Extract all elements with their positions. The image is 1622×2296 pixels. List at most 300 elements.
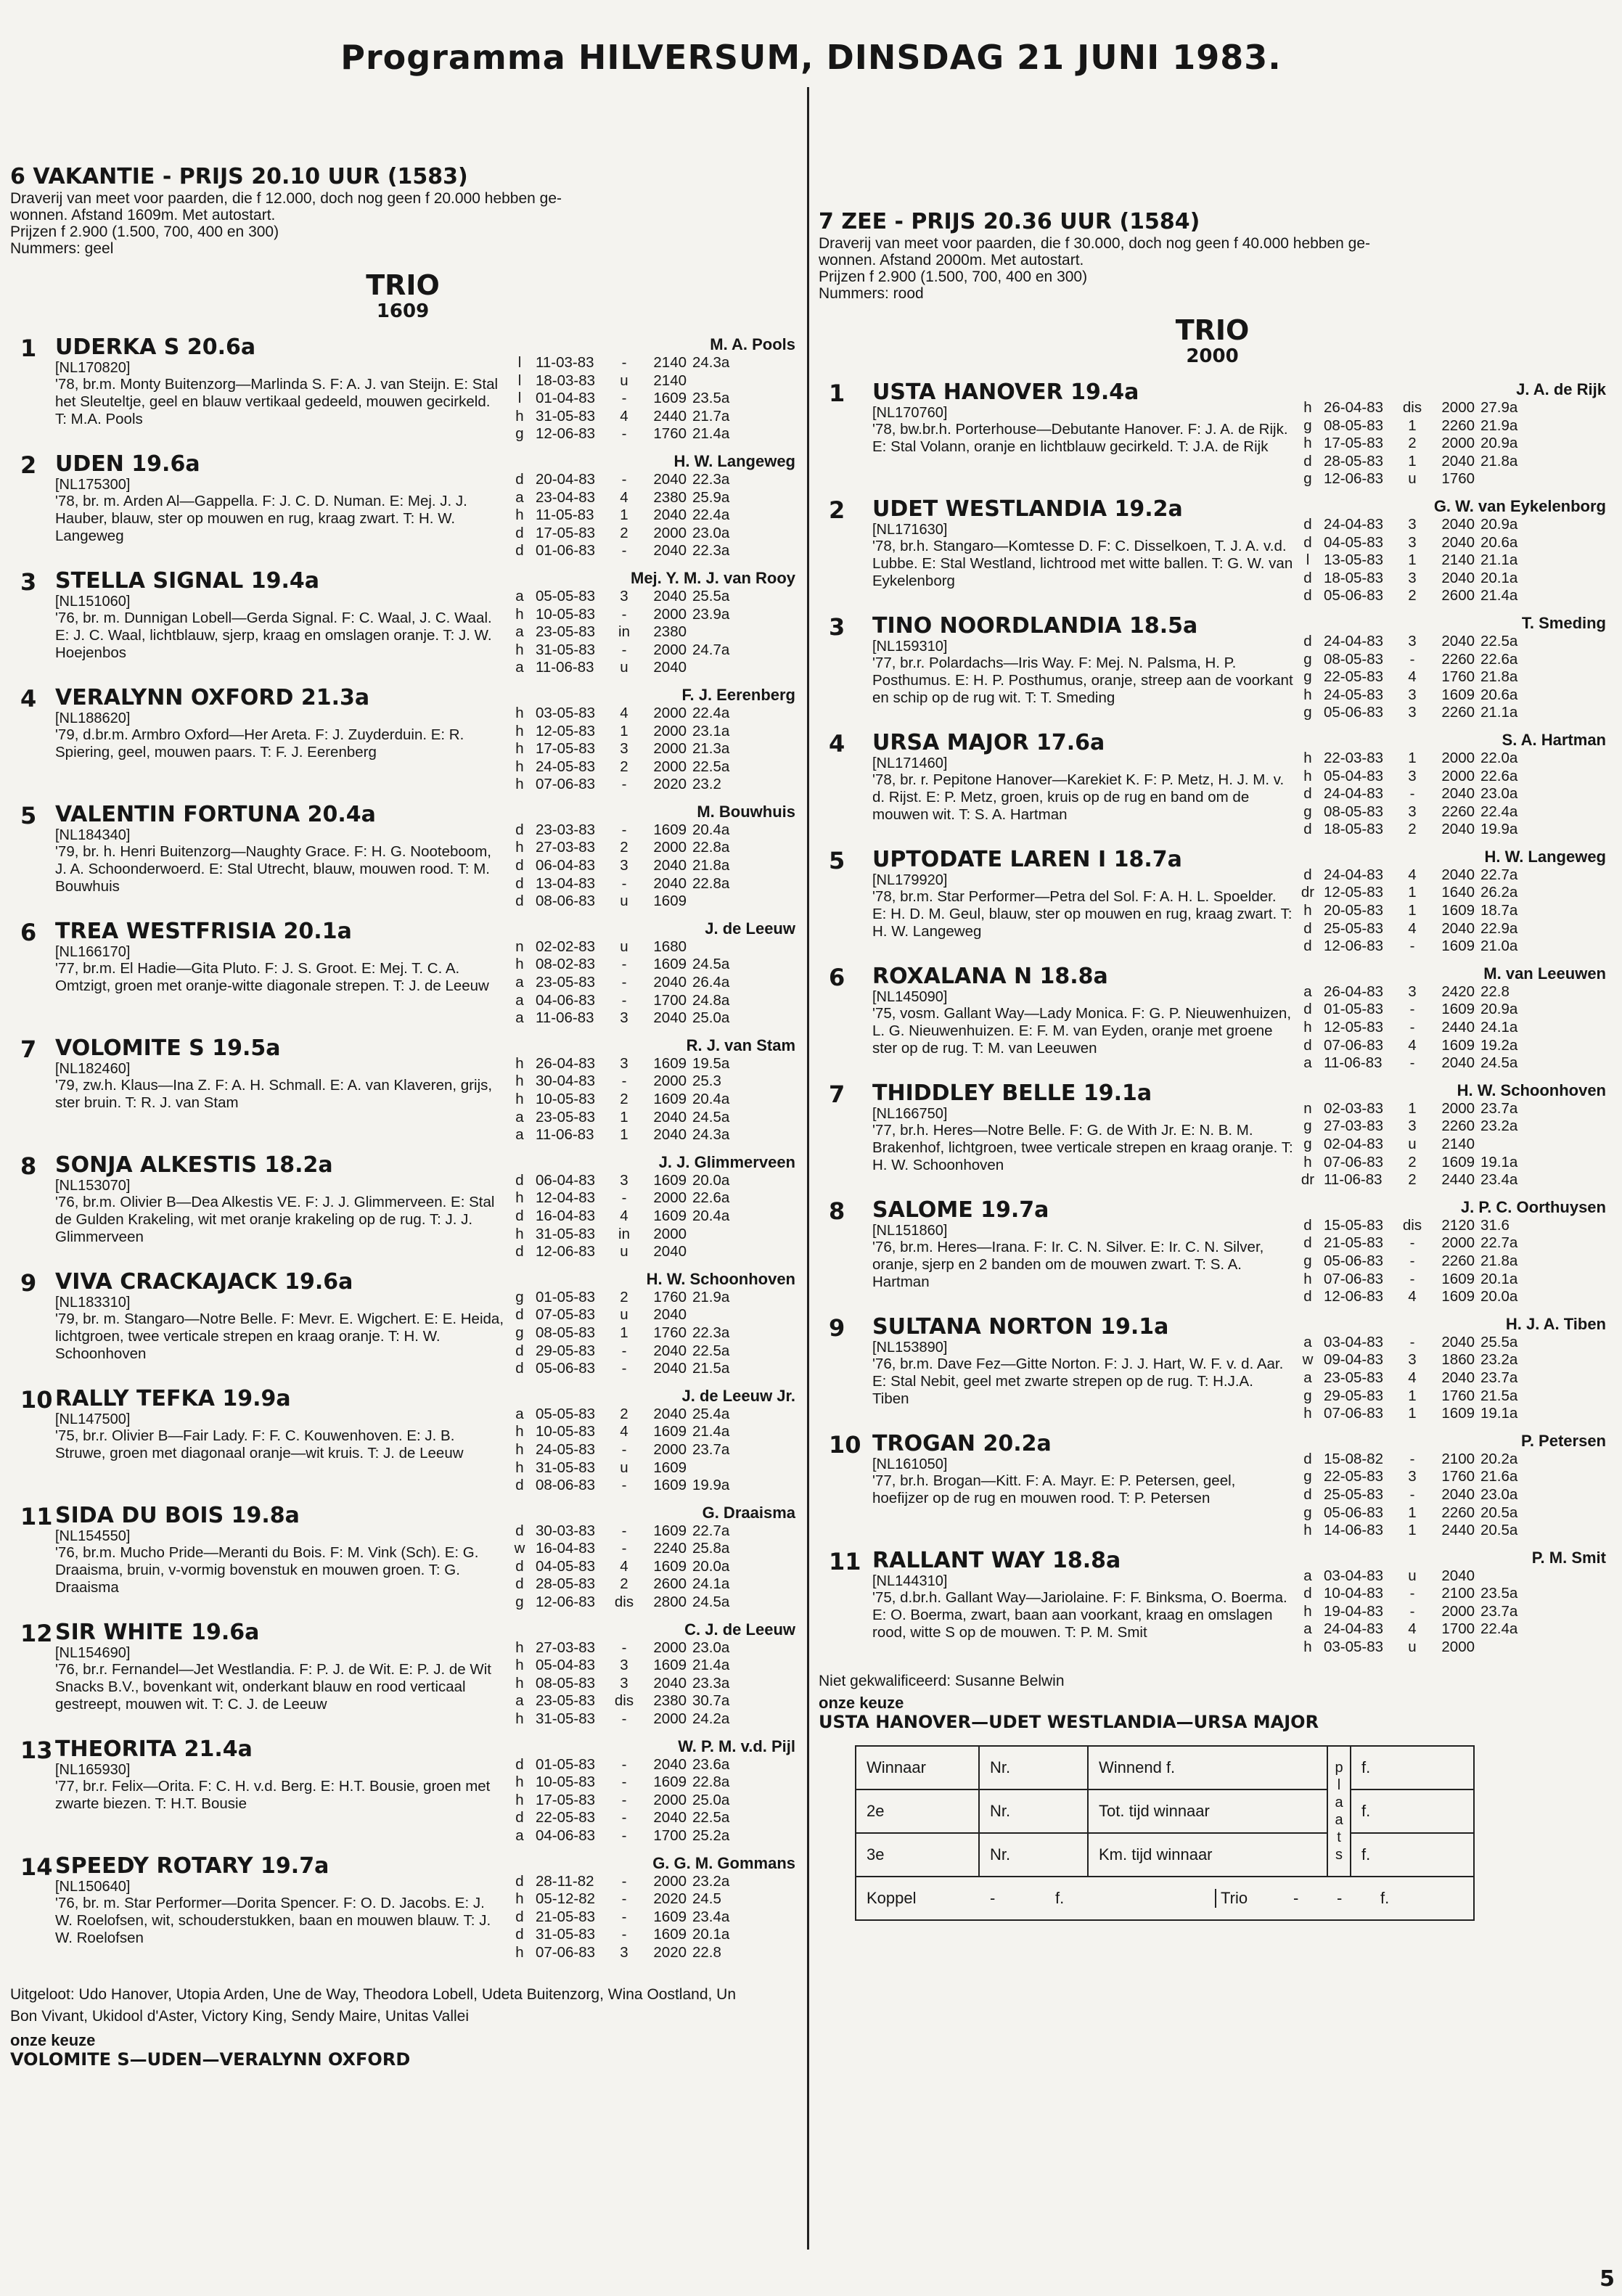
- result-track-code: d: [1303, 1001, 1312, 1018]
- horse-name: THIDDLEY BELLE 19.1a: [872, 1080, 1152, 1106]
- result-placing: 2: [620, 1405, 628, 1422]
- horse-info: [872, 1073, 1293, 1189]
- result-row: [509, 1792, 749, 1810]
- result-distance: 2440: [1441, 1522, 1475, 1539]
- results-table: [509, 1756, 749, 1845]
- result-track-code: h: [515, 956, 524, 973]
- horse-entry: [10, 794, 795, 911]
- result-distance: 1609: [653, 1171, 687, 1189]
- horse-name: UPTODATE LAREN I 18.7a: [872, 846, 1182, 872]
- result-placing: 4: [620, 407, 628, 425]
- result-time: 22.8a: [692, 1774, 730, 1791]
- form-plaats-letter: p: [1335, 1759, 1343, 1776]
- result-track-code: h: [515, 704, 524, 721]
- horse-info: [55, 1845, 505, 1962]
- horse-number: 12: [20, 1619, 53, 1647]
- horse-info: [872, 839, 1293, 956]
- result-distance: 2040: [1441, 866, 1475, 883]
- result-race-date: 23-05-83: [536, 1692, 596, 1710]
- result-row: [509, 1243, 749, 1261]
- horse-trainer: J. P. C. Oorthuysen: [1460, 1197, 1606, 1216]
- result-row: [1298, 686, 1537, 705]
- horse-trainer: J. de Leeuw Jr.: [681, 1386, 795, 1405]
- result-track-code: h: [515, 1943, 524, 1961]
- result-time: 22.9a: [1480, 919, 1518, 937]
- form-f-label: f.: [1380, 1888, 1390, 1907]
- result-distance: 2000: [1441, 1099, 1475, 1117]
- result-time: 23.4a: [692, 1908, 730, 1925]
- horse-number: 5: [829, 846, 845, 874]
- horse-results: [1293, 1423, 1606, 1540]
- result-race-date: 12-06-83: [536, 1243, 596, 1260]
- result-distance: 1609: [653, 1091, 687, 1107]
- result-placing: -: [621, 874, 627, 892]
- result-track-code: h: [515, 641, 524, 658]
- result-race-date: 10-05-83: [536, 605, 596, 623]
- result-row: [1298, 1567, 1537, 1586]
- result-time: 22.8: [1480, 983, 1510, 1000]
- result-track-code: a: [515, 623, 524, 641]
- result-row: [1298, 435, 1537, 453]
- result-race-date: 05-04-83: [1324, 767, 1384, 784]
- result-race-date: 30-03-83: [536, 1522, 596, 1539]
- result-row: [509, 1441, 749, 1459]
- result-track-code: h: [1303, 1405, 1312, 1422]
- results-table: [1298, 1567, 1537, 1657]
- result-race-date: 25-05-83: [1324, 1485, 1384, 1503]
- result-distance: 1609: [653, 1926, 687, 1943]
- result-placing: dis: [614, 1594, 634, 1611]
- horse-results: [505, 677, 795, 794]
- horse-number: 8: [20, 1152, 37, 1180]
- result-race-date: 15-05-83: [1324, 1216, 1384, 1234]
- result-track-code: d: [1303, 1288, 1312, 1305]
- result-track-code: n: [515, 938, 524, 955]
- race-description-line: Nummers: rood: [819, 285, 924, 302]
- result-row: [509, 1360, 749, 1378]
- result-row: [1298, 1171, 1537, 1189]
- result-distance: 2140: [653, 372, 687, 389]
- result-distance: 1609: [1441, 1270, 1475, 1287]
- race-description-line: Prijzen f 2.900 (1.500, 700, 400 en 300): [819, 268, 1088, 285]
- horse-info: [55, 560, 505, 677]
- result-time: 19.2a: [1480, 1036, 1518, 1054]
- horse-registration: [NL151860]: [872, 1222, 948, 1239]
- result-track-code: a: [1303, 1054, 1312, 1072]
- results-table: [509, 938, 749, 1028]
- form-tweede-label: 2e: [856, 1789, 979, 1833]
- result-distance: 2020: [653, 776, 687, 793]
- result-distance: 2040: [653, 470, 687, 488]
- result-distance: 1609: [653, 1054, 687, 1072]
- result-placing: -: [621, 1477, 627, 1494]
- horse-registration: [NL165930]: [55, 1761, 131, 1778]
- result-distance: 2100: [1441, 1450, 1475, 1467]
- result-track-code: g: [1303, 1118, 1312, 1135]
- horse-number: 6: [829, 963, 845, 991]
- result-track-code: h: [1303, 435, 1312, 452]
- result-placing: 2: [620, 1288, 628, 1305]
- result-track-code: d: [515, 1755, 524, 1773]
- result-track-code: h: [515, 1073, 524, 1090]
- result-distance: 1609: [653, 1459, 687, 1476]
- horse-number: 8: [829, 1197, 845, 1225]
- result-distance: 1609: [1441, 1288, 1475, 1305]
- result-row: [1298, 1271, 1537, 1289]
- result-race-date: 24-04-83: [1324, 515, 1384, 533]
- result-placing: -: [621, 1522, 627, 1539]
- result-row: [509, 1944, 749, 1962]
- result-distance: 1609: [653, 1774, 687, 1791]
- result-row: [1298, 920, 1537, 938]
- result-race-date: 09-04-83: [1324, 1351, 1384, 1369]
- horse-entry: [10, 1028, 795, 1144]
- result-placing: 2: [1408, 435, 1417, 452]
- result-time: 31.6: [1480, 1216, 1510, 1234]
- horse-results: [1293, 1189, 1606, 1306]
- result-time: 22.7a: [1480, 866, 1518, 883]
- result-row: [1298, 1620, 1537, 1639]
- result-time: 22.0a: [1480, 749, 1518, 766]
- result-track-code: h: [1303, 399, 1312, 416]
- result-row: [509, 1594, 749, 1612]
- result-distance: 2020: [653, 1890, 687, 1908]
- horse-name: STELLA SIGNAL 19.4a: [55, 567, 319, 594]
- result-track-code: a: [515, 1405, 524, 1422]
- result-distance: 1609: [653, 1522, 687, 1539]
- result-time: 26.4a: [692, 974, 730, 991]
- horse-name: SULTANA NORTON 19.1a: [872, 1313, 1169, 1340]
- result-race-date: 23-05-83: [536, 974, 596, 991]
- result-placing: -: [621, 1342, 627, 1359]
- horse-results: [505, 1845, 795, 1962]
- result-distance: 2040: [653, 874, 687, 892]
- result-race-date: 17-05-83: [536, 740, 596, 758]
- result-placing: -: [1409, 1270, 1415, 1287]
- result-row: [509, 1926, 749, 1944]
- result-row: [509, 425, 749, 443]
- race-title: 7 ZEE - PRIJS 20.36 UUR (1584): [819, 209, 1200, 234]
- horse-description: '77, br.h. Brogan—Kitt. F: A. Mayr. E: P. Petersen, geel, hoefijzer op de rug en mouwen rood. T: P. Petersen: [872, 1472, 1236, 1506]
- result-time: 20.4a: [692, 1091, 730, 1107]
- result-placing: -: [621, 1073, 627, 1090]
- result-distance: 2040: [1441, 533, 1475, 551]
- result-placing: 2: [620, 1575, 628, 1593]
- result-row: [1298, 821, 1537, 839]
- result-track-code: h: [1303, 1019, 1312, 1036]
- result-row: [509, 740, 749, 758]
- column-divider: [807, 87, 809, 2250]
- result-time: 21.4a: [692, 1423, 730, 1440]
- result-time: 23.7a: [1480, 1099, 1518, 1117]
- result-time: 20.0a: [692, 1557, 730, 1575]
- result-placing: 3: [620, 1054, 628, 1072]
- form-dash: -: [1337, 1888, 1343, 1907]
- result-placing: -: [1409, 1333, 1415, 1350]
- result-race-date: 08-05-83: [1324, 650, 1384, 668]
- result-distance: 2260: [1441, 1504, 1475, 1521]
- result-placing: 1: [1408, 452, 1417, 470]
- result-race-date: 12-05-83: [1324, 1019, 1384, 1036]
- result-distance: 2140: [1441, 552, 1475, 569]
- results-table: [1298, 983, 1537, 1073]
- horse-description: '76, br.m. Dave Fez—Gitte Norton. F: J. J. Hart, W. F. v. d. Aar. E: Stal Nebit, geel met zwarte strepen op de rug. T: H.J.A. Tiben: [872, 1355, 1284, 1407]
- result-track-code: d: [515, 1207, 524, 1224]
- result-distance: 2000: [653, 605, 687, 623]
- result-track-code: a: [1303, 983, 1312, 1000]
- result-distance: 2000: [1441, 767, 1475, 784]
- result-time: 22.6a: [1480, 767, 1518, 784]
- result-distance: 2000: [653, 758, 687, 775]
- horse-name: TINO NOORDLANDIA 18.5a: [872, 612, 1198, 639]
- horse-registration: [NL171630]: [872, 521, 948, 538]
- result-time: 21.4a: [692, 1657, 730, 1674]
- result-placing: 3: [1408, 1118, 1417, 1135]
- result-track-code: w: [514, 1540, 525, 1557]
- result-time: 24.3a: [692, 354, 730, 371]
- result-placing: 4: [620, 704, 628, 721]
- horse-registration: [NL154690]: [55, 1644, 131, 1661]
- result-distance: 2040: [653, 1405, 687, 1422]
- result-track-code: d: [515, 1306, 524, 1324]
- result-row: [1298, 1486, 1537, 1504]
- result-distance: 2040: [1441, 1369, 1475, 1386]
- result-placing: in: [618, 1225, 630, 1242]
- result-track-code: g: [1303, 1468, 1312, 1485]
- form-f-label: f.: [1351, 1833, 1474, 1877]
- result-time: 23.2a: [692, 1872, 730, 1890]
- result-track-code: h: [515, 1459, 524, 1476]
- form-nr-label: Nr.: [979, 1833, 1088, 1877]
- horse-trainer: F. J. Eerenberg: [681, 685, 795, 704]
- race-description: [10, 190, 795, 257]
- result-track-code: g: [1303, 1504, 1312, 1521]
- result-race-date: 24-04-83: [1324, 632, 1384, 649]
- results-table: [1298, 1100, 1537, 1189]
- result-race-date: 11-06-83: [536, 1126, 594, 1144]
- horse-info: [55, 911, 505, 1028]
- results-table: [509, 1873, 749, 1962]
- result-track-code: h: [1303, 749, 1312, 766]
- result-time: 21.4a: [1480, 587, 1518, 604]
- form-f-label: f.: [1351, 1789, 1474, 1833]
- result-distance: 2020: [653, 1943, 687, 1961]
- result-time: 22.7a: [692, 1522, 730, 1539]
- result-time: 23.0a: [692, 1639, 730, 1656]
- result-race-date: 18-03-83: [536, 372, 596, 389]
- result-distance: 1609: [653, 1477, 687, 1494]
- result-placing: -: [621, 821, 627, 838]
- result-race-date: 08-05-83: [1324, 417, 1384, 434]
- horse-trainer: J. A. de Rijk: [1516, 380, 1606, 398]
- horse-name: UDEN 19.6a: [55, 451, 200, 477]
- result-placing: 4: [1408, 1369, 1417, 1386]
- horse-registration: [NL166750]: [872, 1105, 948, 1122]
- result-time: 22.6a: [1480, 650, 1518, 668]
- result-track-code: g: [1303, 1136, 1312, 1152]
- result-track-code: a: [1303, 1333, 1312, 1350]
- result-time: 21.9a: [1480, 417, 1518, 434]
- horse-trainer: W. P. M. v.d. Pijl: [678, 1737, 795, 1755]
- form-f-label: f.: [1055, 1888, 1065, 1907]
- result-race-date: 05-12-82: [536, 1890, 596, 1908]
- result-race-date: 01-04-83: [536, 390, 596, 407]
- result-row: [1298, 983, 1537, 1001]
- result-time: 22.3a: [692, 470, 730, 488]
- result-race-date: 10-05-83: [536, 1774, 596, 1791]
- result-time: 20.5a: [1480, 1504, 1518, 1521]
- result-placing: -: [621, 1872, 627, 1890]
- result-time: 25.5a: [692, 587, 730, 604]
- horse-entry: [819, 605, 1606, 722]
- result-race-date: 19-04-83: [1324, 1602, 1384, 1620]
- horse-trainer: C. J. de Leeuw: [684, 1620, 795, 1639]
- result-row: [509, 1073, 749, 1091]
- horse-description: '79, d.br.m. Armbro Oxford—Her Areta. F: J. Zuyderduin. E: R. Spiering, geel, mouwen paars. T: F. J. Eerenberg: [55, 726, 464, 760]
- result-row: [509, 938, 749, 956]
- horse-description: '75, vosm. Gallant Way—Lady Monica. F: G. P. Nieuwenhuizen, L. G. Nieuwenhuizen. E: F. M. van Eyden, oranje met groene ster op de rug. T: M. van Leeuwen: [872, 1004, 1292, 1057]
- result-placing: u: [620, 938, 628, 955]
- result-race-date: 04-06-83: [536, 991, 596, 1009]
- horse-entry: [10, 1378, 795, 1495]
- result-track-code: d: [515, 470, 524, 488]
- result-track-code: w: [1302, 1351, 1314, 1369]
- result-distance: 2260: [1441, 650, 1475, 668]
- horse-description: '78, br.m. Star Performer—Petra del Sol. F: A. H. L. Spoelder. E: H. D. M. Geul, blauw, ster op mouwen en rug, kraag zwart. T: H. W. Langeweg: [872, 887, 1293, 940]
- result-row: [509, 1306, 749, 1324]
- horse-trainer: M. Bouwhuis: [697, 802, 795, 821]
- result-placing: 1: [620, 722, 628, 739]
- form-nr-label: Nr.: [979, 1789, 1088, 1833]
- result-placing: -: [621, 974, 627, 991]
- result-time: 23.2: [692, 776, 721, 793]
- result-row: [509, 623, 749, 641]
- result-track-code: d: [1303, 1585, 1312, 1602]
- result-placing: 2: [620, 758, 628, 775]
- result-placing: -: [1409, 1234, 1415, 1252]
- result-placing: 3: [1408, 632, 1417, 649]
- result-placing: 1: [1408, 1504, 1417, 1521]
- result-race-date: 29-05-83: [536, 1342, 596, 1359]
- result-time: [1480, 1567, 1537, 1586]
- result-track-code: d: [515, 1342, 524, 1359]
- horse-trainer: H. W. Langeweg: [1484, 847, 1606, 866]
- result-placing: u: [620, 659, 628, 676]
- result-race-date: 24-04-83: [1324, 785, 1384, 803]
- result-placing: u: [1408, 1567, 1417, 1584]
- result-race-date: 05-06-83: [536, 1360, 596, 1377]
- result-distance: 1760: [1441, 1468, 1475, 1485]
- result-row: [1298, 785, 1537, 803]
- result-track-code: d: [1303, 533, 1312, 551]
- result-distance: 1609: [653, 1423, 687, 1440]
- result-race-date: 27-03-83: [536, 1639, 596, 1656]
- race-7-column: [819, 209, 1606, 1921]
- result-row: [1298, 938, 1537, 956]
- result-distance: 1609: [1441, 1036, 1475, 1054]
- result-track-code: a: [515, 1009, 524, 1027]
- result-race-date: 26-04-83: [1324, 983, 1384, 1000]
- result-track-code: a: [515, 1126, 524, 1144]
- result-race-date: 07-06-83: [1324, 1153, 1384, 1170]
- horse-registration: [NL170820]: [55, 360, 131, 376]
- result-distance: 2260: [1441, 417, 1475, 434]
- result-time: 21.5a: [692, 1360, 730, 1377]
- horse-entry: [10, 1612, 795, 1729]
- result-row: [509, 1208, 749, 1226]
- result-time: 20.1a: [1480, 1270, 1518, 1287]
- result-track-code: l: [517, 372, 522, 389]
- result-track-code: a: [515, 488, 524, 506]
- result-time: 22.7a: [1480, 1234, 1518, 1252]
- result-distance: 2000: [653, 1189, 687, 1207]
- result-row: [509, 1189, 749, 1208]
- result-time: 23.3a: [692, 1674, 730, 1692]
- result-time: 24.5a: [692, 956, 730, 973]
- result-race-date: 01-06-83: [536, 542, 596, 559]
- result-track-code: l: [517, 354, 522, 371]
- result-time: 21.0a: [1480, 938, 1518, 955]
- result-distance: 2040: [653, 1342, 687, 1359]
- results-table: [509, 588, 749, 677]
- result-row: [509, 1009, 749, 1028]
- horse-description: '75, br.r. Olivier B—Fair Lady. F: F. C. Kouwenhoven. E: J. B. Struwe, groen met diagonaal oranje—wit kruis. T: J. de Leeuw: [55, 1427, 464, 1461]
- horse-results: [505, 327, 795, 443]
- result-row: [509, 1423, 749, 1441]
- result-placing: -: [621, 1189, 627, 1207]
- horse-name: VERALYNN OXFORD 21.3a: [55, 684, 370, 710]
- result-track-code: d: [515, 857, 524, 874]
- result-race-date: 24-04-83: [1324, 866, 1384, 883]
- result-time: 22.4a: [692, 704, 730, 721]
- result-distance: 1700: [653, 1827, 687, 1844]
- result-row: [509, 1459, 749, 1477]
- results-table: [509, 354, 749, 443]
- result-track-code: g: [1303, 1387, 1312, 1404]
- horse-info: [55, 1028, 505, 1144]
- result-track-code: a: [515, 587, 524, 604]
- result-time: 23.0a: [1480, 1485, 1518, 1503]
- result-row: [1298, 516, 1537, 534]
- results-table: [509, 471, 749, 560]
- result-row: [509, 821, 749, 840]
- race-description-line: Nummers: geel: [10, 240, 114, 257]
- result-race-date: 10-05-83: [536, 1091, 596, 1107]
- result-distance: 1609: [1441, 1001, 1475, 1018]
- result-distance: 1609: [653, 390, 687, 407]
- form-trio-label: Trio: [1215, 1889, 1293, 1908]
- result-track-code: h: [515, 1774, 524, 1791]
- result-placing: u: [620, 1459, 628, 1476]
- result-row: [509, 659, 749, 677]
- result-race-date: 11-06-83: [536, 1009, 594, 1027]
- result-race-date: 03-04-83: [1324, 1567, 1384, 1584]
- result-placing: 3: [1408, 1351, 1417, 1369]
- result-distance: 2000: [653, 839, 687, 856]
- result-time: 18.7a: [1480, 902, 1518, 919]
- result-distance: 2040: [653, 587, 687, 604]
- result-row: [509, 1873, 749, 1891]
- result-distance: 1609: [653, 893, 687, 910]
- result-distance: 2040: [653, 1009, 687, 1027]
- result-race-date: 08-05-83: [536, 1324, 596, 1341]
- result-track-code: d: [1303, 1450, 1312, 1467]
- result-distance: 2000: [1441, 749, 1475, 766]
- page-title: Programma HILVERSUM, DINSDAG 21 JUNI 1983.: [340, 38, 1282, 77]
- result-race-date: 11-06-83: [536, 659, 594, 676]
- result-row: [509, 606, 749, 624]
- result-placing: u: [1408, 470, 1417, 488]
